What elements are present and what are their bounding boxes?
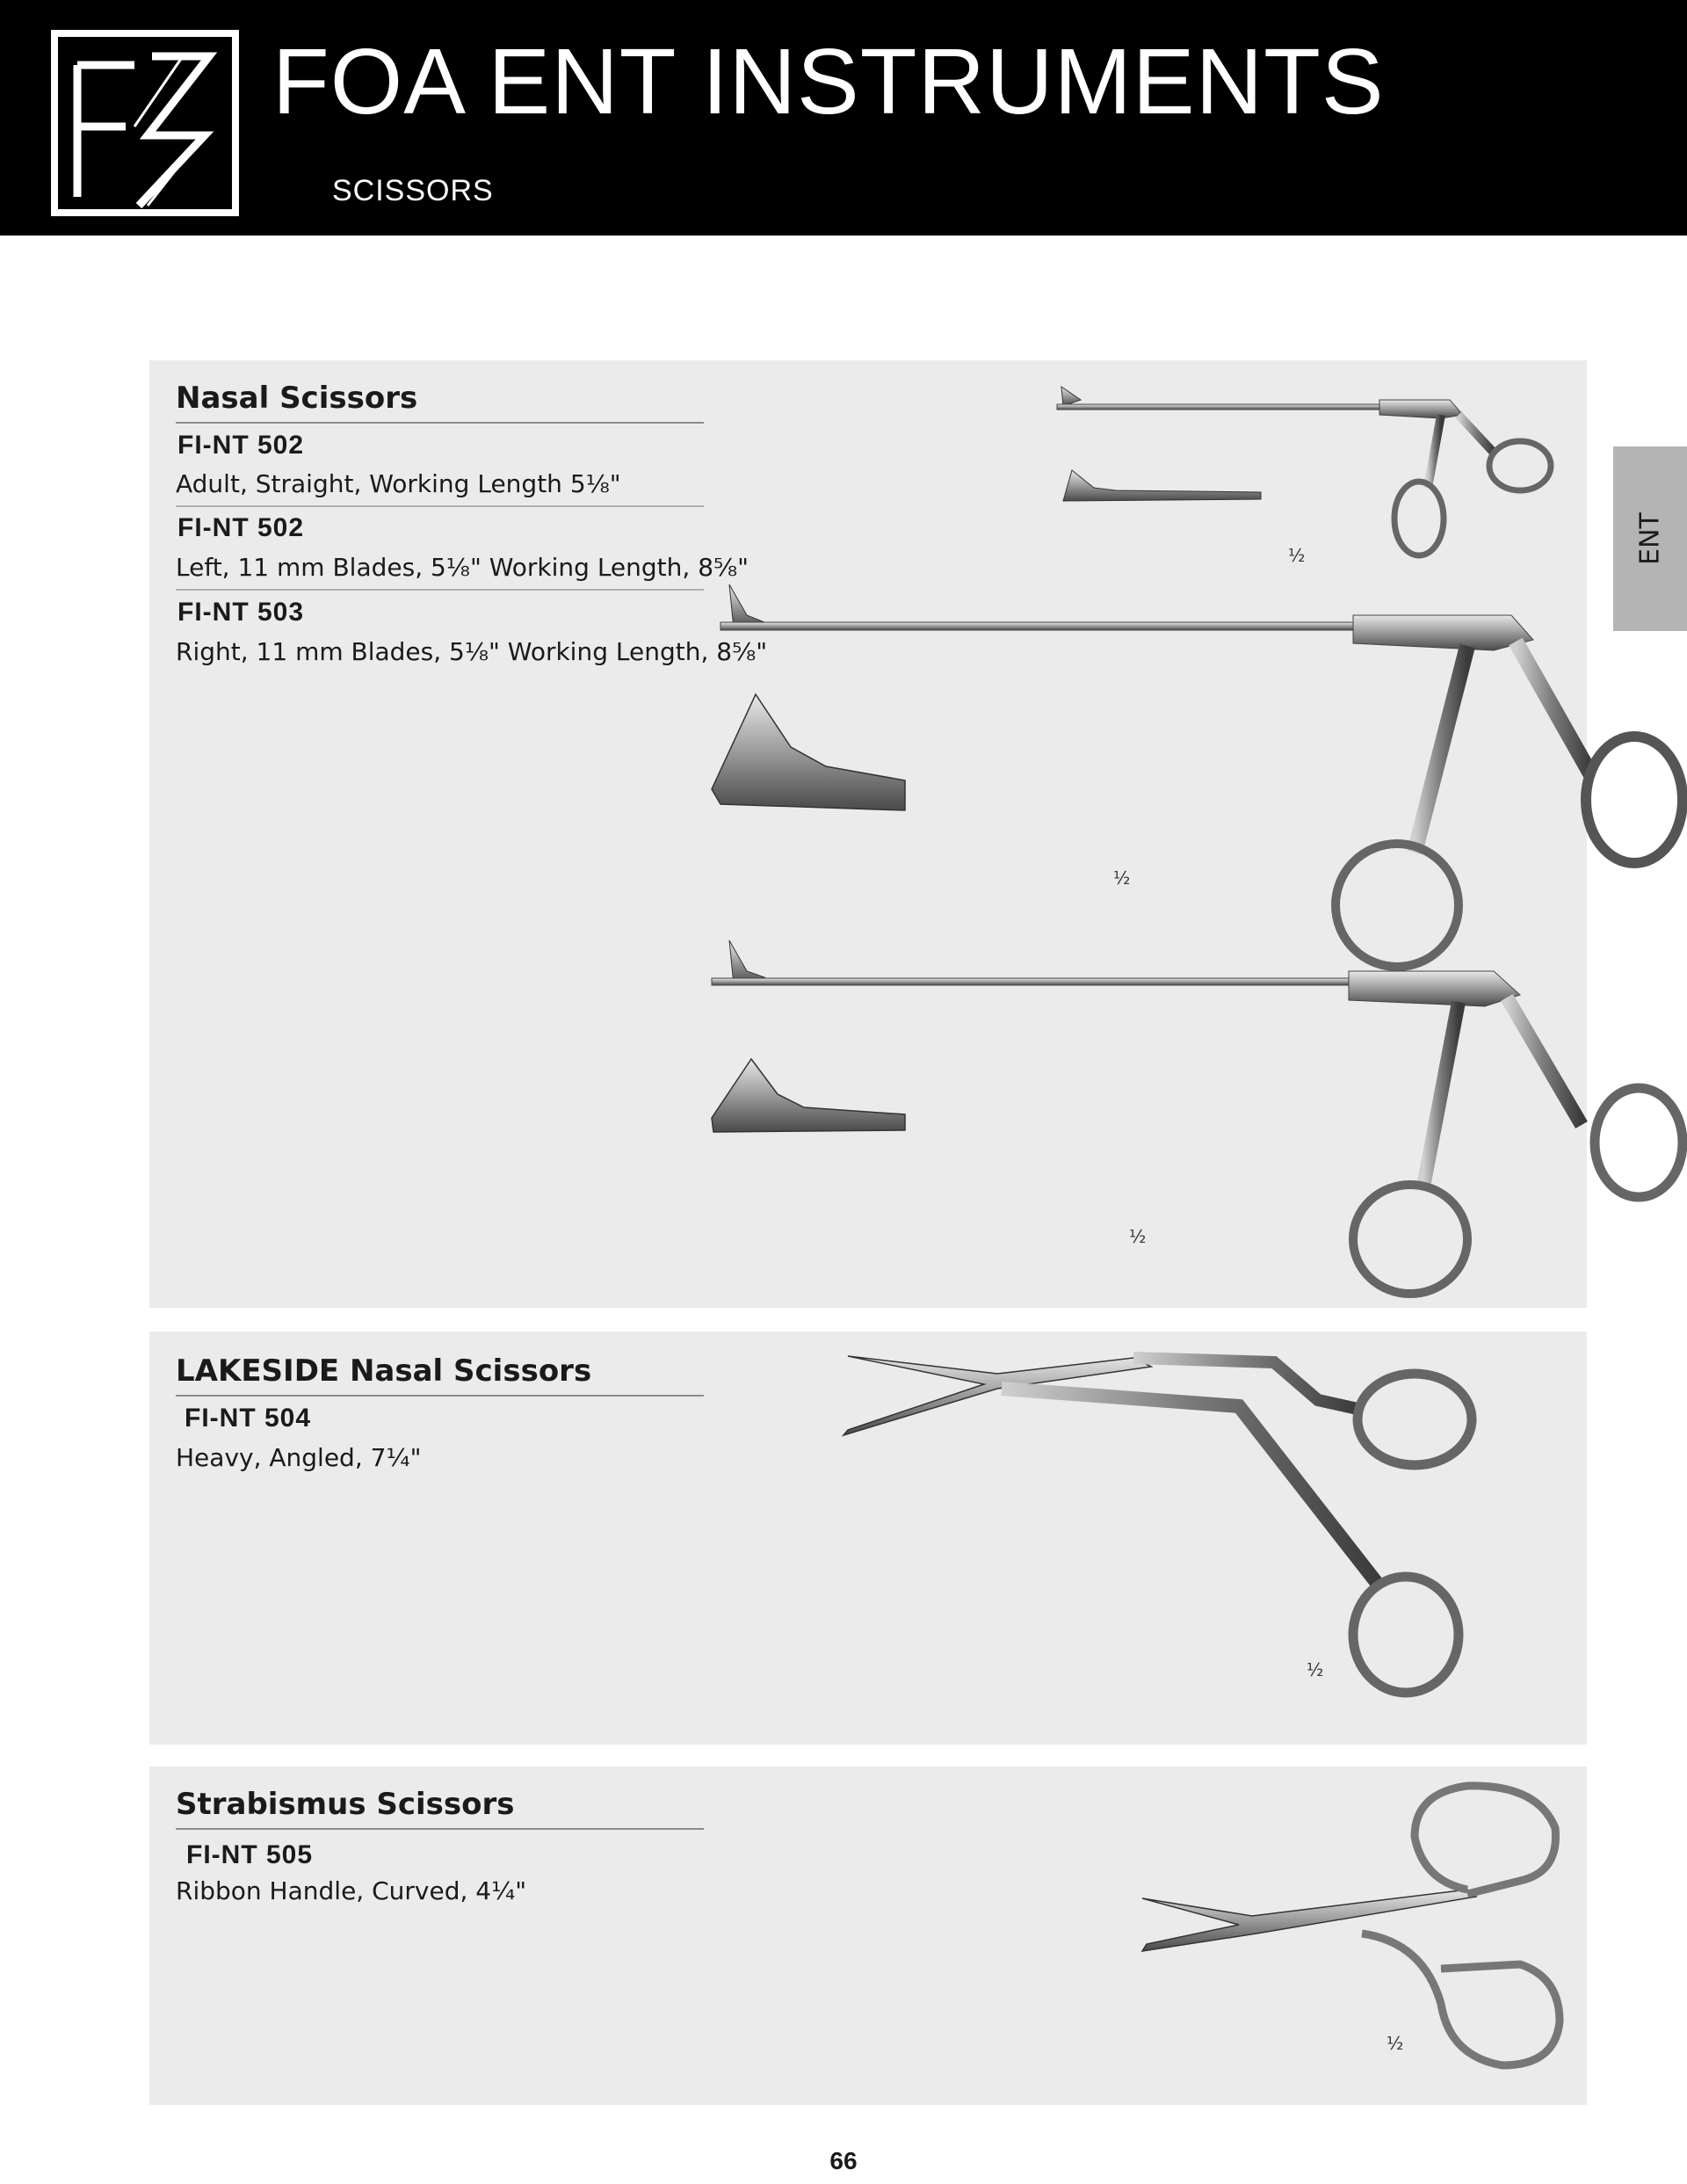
scale-label: ½ (1288, 545, 1306, 566)
product-code: FI-NT 505 (186, 1840, 314, 1869)
lakeside-nasal-scissors-panel (149, 1331, 1587, 1745)
nasal-scissors-panel (149, 360, 1587, 1308)
section-side-tab[interactable] (1613, 446, 1687, 631)
lakeside-scissors-illustration (149, 1331, 1587, 1745)
strabismus-scissors-panel (149, 1767, 1587, 2105)
product-description: Heavy, Angled, 7¼" (176, 1443, 422, 1472)
product-description: Right, 11 mm Blades, 5⅛" Working Length, 8⅝" (176, 637, 768, 666)
scale-label: ½ (1129, 1226, 1147, 1247)
product-description: Left, 11 mm Blades, 5⅛" Working Length, 8⅝" (176, 553, 749, 582)
product-code: FI-NT 502 (177, 513, 305, 542)
side-tab-label: ENT (1634, 512, 1666, 565)
brand-title: FOA ENT INSTRUMENTS (272, 30, 1385, 134)
strabismus-scissors-illustration (149, 1767, 1587, 2105)
section-title: Nasal Scissors (176, 383, 704, 424)
product-code: FI-NT 504 (185, 1404, 312, 1433)
category-subtitle: SCISSORS (332, 174, 494, 207)
product-code: FI-NT 502 (177, 431, 305, 460)
page-header (0, 0, 1687, 236)
section-title: LAKESIDE Nasal Scissors (176, 1356, 704, 1397)
scale-label: ½ (1307, 1659, 1324, 1680)
scale-label: ½ (1113, 867, 1131, 889)
product-description: Ribbon Handle, Curved, 4¼" (176, 1876, 527, 1905)
nasal-scissors-illustration (149, 360, 1587, 1308)
page-number: 66 (829, 2147, 858, 2174)
section-title: Strabismus Scissors (176, 1789, 704, 1830)
scale-label: ½ (1387, 2033, 1404, 2054)
product-code: FI-NT 503 (177, 598, 305, 627)
fs-monogram-logo (51, 30, 239, 216)
product-description: Adult, Straight, Working Length 5⅛" (176, 469, 621, 498)
